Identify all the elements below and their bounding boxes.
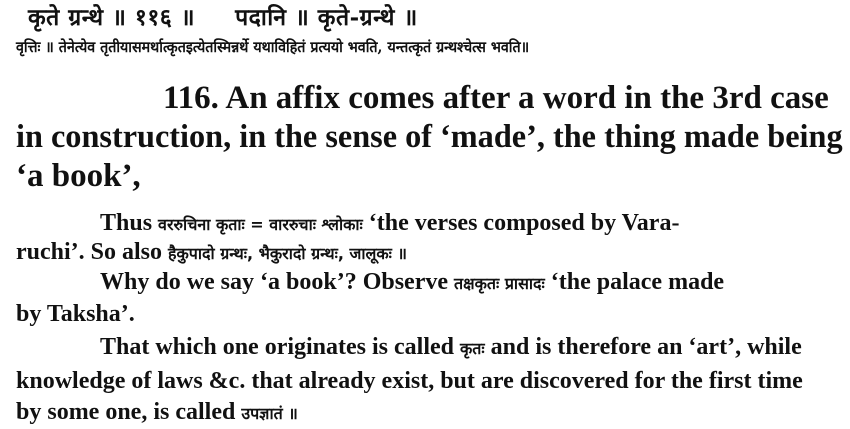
note-text-start: That which one originates is called xyxy=(100,334,461,360)
vritti-commentary: वृत्तिः ॥ तेनेत्येव तृतीयासमर्थात्कृतइत्येतस्मिन्नर्थे यथाविहितं प्रत्ययो भवति, यन्तत्कृतं ग्रन्थश्चेत्स भवति॥ xyxy=(16,38,530,56)
note-text-end: and is therefore an ‘art’, while xyxy=(484,334,802,360)
counter-example-question: Why do we say ‘a book’? Observe xyxy=(100,269,455,295)
note-sanskrit-krita: कृतः xyxy=(460,339,485,358)
note-line-3-text: by some one, is called xyxy=(16,399,242,425)
note-line-1 xyxy=(100,335,802,359)
example-paragraph-line-2 xyxy=(16,240,407,264)
translation-line-3: ‘a book’, xyxy=(16,158,141,194)
counter-example-sanskrit: तक्षकृतः प्रासादः xyxy=(454,274,545,293)
example-sanskrit-1: वररुचिना कृताः = वाररुचाः श्लोकाः xyxy=(158,215,363,234)
counter-example-line-2: by Taksha’. xyxy=(16,301,135,327)
sutra-text: कृते ग्रन्थे ॥ ११६ ॥ xyxy=(28,4,196,31)
example-gloss: ‘the verses composed by Vara- xyxy=(362,210,680,236)
example-intro: Thus xyxy=(100,210,159,236)
translation-line-2: in construction, in the sense of ‘made’, the thing made being xyxy=(16,119,843,155)
counter-example-line-1 xyxy=(100,270,724,294)
example-paragraph-line-1 xyxy=(100,211,679,235)
example-sanskrit-2: हैकुपादो ग्रन्थः, भैकुरादो ग्रन्थः, जालूकः ॥ xyxy=(168,244,408,263)
note-sanskrit-upajnata: उपज्ञातं ॥ xyxy=(241,404,298,423)
note-line-2: knowledge of laws &c. that already exist, but are discovered for the first time xyxy=(16,368,803,394)
example-continuation: ruchi’. So also xyxy=(16,239,169,265)
note-line-3 xyxy=(16,400,298,424)
translation-line-1: 116. An affix comes after a word in the 3rd case xyxy=(163,80,829,116)
counter-example-gloss: ‘the palace made xyxy=(544,269,725,295)
sutra-padani: पदानि ॥ कृते-ग्रन्थे ॥ xyxy=(235,4,418,31)
sutra-line xyxy=(28,6,418,29)
